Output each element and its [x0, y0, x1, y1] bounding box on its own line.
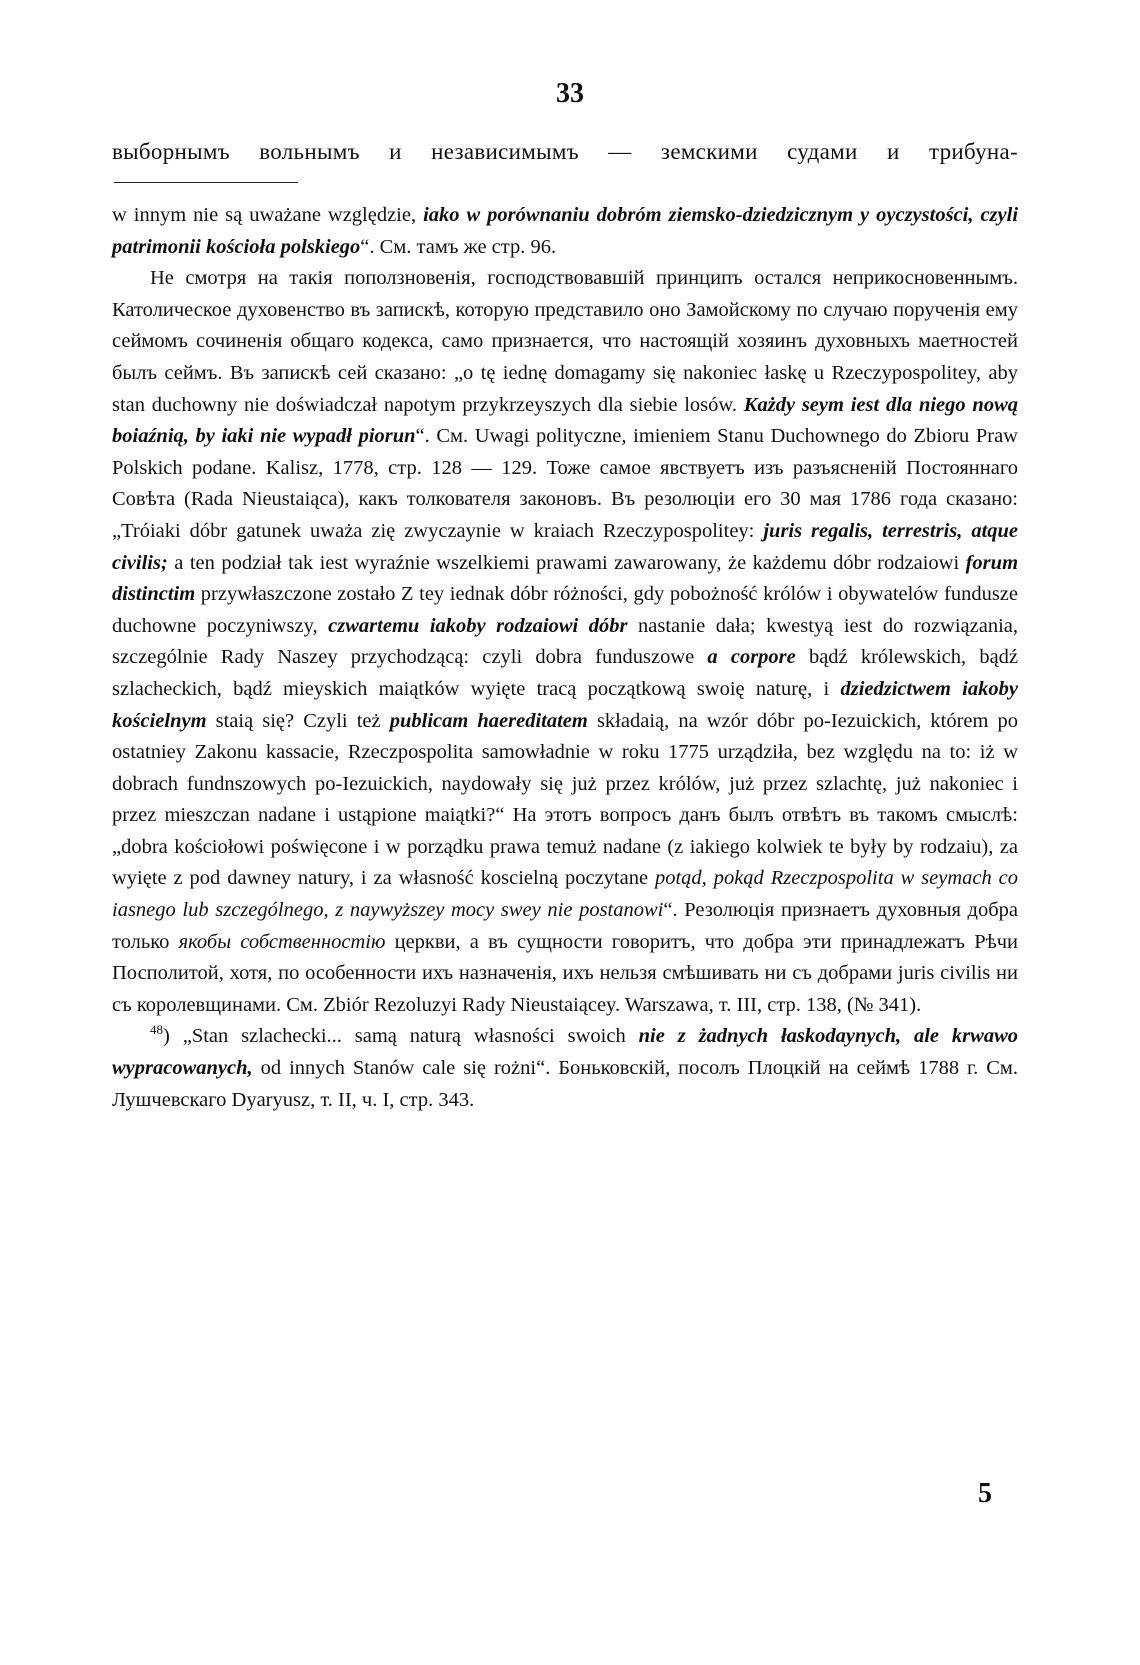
- footnote-47-p2-l-italic: dziedzictwem iakoby kościelnym: [112, 677, 1018, 732]
- footnote-47-p2-o: składaią, na wzór dóbr po-Iezuickich, którem po ostatniey Zakonu kassacie, Rzeczpospolita samowładnie w roku 1775 urządziła, bez względu na to: iż w dobrach fundnszowych po-Iezuickich, naydowały się już przez królów, już przez szlachtę, już nakoniec i przez mieszczan nadane i ustąpione maiątki?“ На этотъ вопросъ данъ былъ отвѣтъ въ такомъ смыслѣ: „dobra kościołowi poświęcone i w porządku prawa temuż nadane (z iakiego kolwiek te były by rodzaiu), za wyięte z pod dawney natury, i za własność koscielną poczytane: [112, 709, 1019, 890]
- footnote-47-p2-k: bądź królewskich, bądź szlacheckich, bądź mieyskich maiątków wyięte tracą początkową swoię naturę, i: [112, 646, 1019, 700]
- footnote-47-p2-h-italic: czwartemu iakoby rodzaiowi dóbr: [328, 614, 628, 637]
- footnote-47-p2-i: nastanie dała; kwestyą iest do rozwiązania, szczególnie Rady Naszey przychodzącą: czyli dobra funduszowe: [112, 614, 1019, 669]
- footnote-48-marker: 48: [150, 1022, 163, 1038]
- footnote-47-p2-e: a ten podział tak iest wyraźnie wszelkiemi prawami zawarowany, że każdemu dóbr rodzaiowi: [174, 551, 960, 574]
- footnote-47-p2-s: церкви, а въ сущности говоритъ, что добра эти принадлежатъ Рѣчи Посполитой, хотя, по особенности ихъ назначенія, ихъ нельзя смѣшивать ни съ добрами juris civilis ни съ королевщинами. См. Zbiór Rezoluzyi Rady Nieustaiącey. Warszawa, т. III, стр. 138, (№ 341).: [112, 930, 1019, 1016]
- footnote-47-text-1: w innym nie są uważane względzie,: [112, 204, 417, 226]
- footnote-47-p2-a: Не смотря на такія поползновенія, господствовавшій принципъ остался неприкосновеннымъ. Католическое духовенство въ запискѣ, которую представило оно Замойскому по случаю порученія ему сеймомъ сочиненія общаго кодекса, само признается, что настоящій хозяинъ духовныхъ маетностей былъ сеймъ. Въ запискѣ сей сказано: „o tę iednę domagamy się nakoniec łaskę u Rzeczypospolitey, aby stan duchowny nie doświadczał napotym przykrzeyszych dla siebie losów.: [112, 267, 1018, 416]
- footnote-47-italic-quote: iako w porównaniu dobróm ziemsko-dziedzicznym y oyczystości, czyli patrimonii kościoła polskiego: [112, 204, 1019, 258]
- footnote-47-p2-j-italic: a corpore: [707, 646, 796, 669]
- footnote-separator-rule: [114, 182, 298, 183]
- footnotes-block: [112, 200, 1018, 1116]
- footnote-48-text-c: od innych Stanów cale się rożni“. Боньковскій, посолъ Плоцкій на сеймѣ 1788 г. См. Лушчевскаго Dyaryusz, т. II, ч. I, стр. 343.: [112, 1057, 1019, 1111]
- page-number: 33: [556, 78, 584, 109]
- footnote-47-p2-c: “. См. Uwagi polityczne, imieniem Stanu Duchownego do Zbioru Praw Polskich podane. Kalisz, 1778, стр. 128 — 129. Тоже самое явствуетъ изъ разъясненій Постояннаго Совѣта (Rada Nieustaiąca), какъ толкователя законовъ. Въ резолюціи его 30 мая 1786 года сказано: „Tróiaki dóbr gatunek uważa zię zwyczaynie w kraiach Rzeczypospolitey:: [112, 425, 1018, 542]
- main-text-line: выборнымъ вольнымъ и независимымъ — земскими судами и трибуна-: [112, 139, 1018, 164]
- footnote-48: [112, 1021, 1018, 1116]
- footnote-47-p2-d-italic: juris regalis, terrestris, atque civilis;: [112, 519, 1019, 574]
- footnote-47-p2-m: staią się? Czyli też: [215, 709, 381, 732]
- signature-mark: 5: [978, 1478, 992, 1509]
- footnote-47-text-2: “. См. тамъ же стр. 96.: [360, 235, 557, 258]
- footnote-47-continuation: [112, 200, 1018, 263]
- footnote-47-p2-r-italic: якобы собственностію: [178, 930, 386, 953]
- footnote-47-p2-p-italic: potąd, pokąd Rzeczpospolita w seymach co iasnego lub szczególnego, z naywyższey mocy swey nie postanowi: [112, 867, 1019, 922]
- footnote-47-p2-q: “. Резолюція признаетъ духовныя добра только: [112, 899, 1018, 953]
- footnote-48-italic: nie z żadnych łaskodaynych, ale krwawo wypracowanych,: [112, 1025, 1018, 1080]
- footnote-47-p2-b-italic: Każdy seym iest dla niego nową boiaźnią, by iaki nie wypadł piorun: [112, 393, 1018, 448]
- footnote-47-p2-f-italic: forum distinctim: [112, 551, 1019, 606]
- footnote-47-p2-g: przywłaszczone zostało Z tey iednak dóbr różności, gdy pobożność królów i obywatelów fundusze duchowne poczyniwszy,: [112, 583, 1018, 637]
- footnote-47-p2-n-italic: publicam haereditatem: [389, 709, 588, 732]
- footnote-47-paragraph: [112, 263, 1018, 1021]
- footnote-48-text-a: ) „Stan szlachecki... samą naturą własności swoich: [163, 1025, 626, 1048]
